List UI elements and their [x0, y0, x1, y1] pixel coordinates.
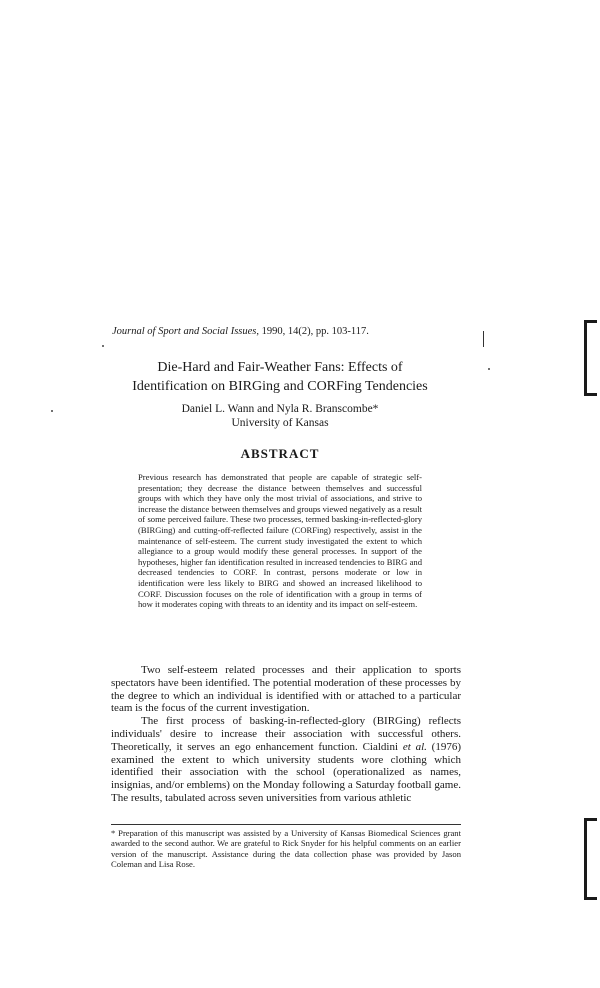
- body-paragraph-1: Two self-esteem related processes and their application to sports spectators have been identified. The potential moderation of these processes by the degree to which an individual is identified with or attached to a particular team is the focus of the current investigation.: [111, 664, 461, 715]
- footnote: * Preparation of this manuscript was assisted by a University of Kansas Biomedical Sciences grant awarded to the second author. We are grateful to Rick Snyder for his helpful comments on an earlier version of the manuscript. Assistance during the data collection phase was provided by Jason Coleman and Lisa Rose.: [111, 828, 461, 870]
- author-affiliation: University of Kansas: [231, 417, 329, 429]
- abstract-heading: ABSTRACT: [240, 446, 320, 461]
- et-al: et al.: [402, 740, 427, 753]
- title-line-1: Die-Hard and Fair-Weather Fans: Effects of: [157, 360, 403, 375]
- body-paragraph-2: [111, 715, 461, 805]
- journal-citation: [112, 326, 452, 337]
- scan-speck: [488, 368, 490, 370]
- title-line-2: Identification on BIRGing and CORFing Tendencies: [132, 379, 428, 394]
- citation-details: , 1990, 14(2), pp. 103-117.: [256, 326, 369, 337]
- paragraph-2-start: The first process of basking-in-reflected-glory (BIRGing) reflects individuals' desire to increase their association with successful others. Theoretically, it serves an ego enhancement function. Cialdini: [111, 715, 461, 753]
- footnote-divider: [111, 824, 461, 825]
- author-block: [100, 402, 460, 430]
- scan-speck: [51, 410, 53, 412]
- scan-bracket-top: [584, 320, 597, 396]
- paper-title: [100, 358, 460, 396]
- scan-tick-mark: [483, 331, 484, 347]
- body-text: [111, 664, 461, 805]
- abstract-text: Previous research has demonstrated that people are capable of strategic self-presentation; they decrease the distance between themselves and successful groups with which they have only the most trivial of associations, and strive to increase the distance between themselves and groups viewed negatively as a result of some perceived failure. These two processes, termed basking-in-reflected-glory (BIRGing) and cutting-off-reflected failure (CORFing) respectively, assist in the maintenance of self-esteem. The current study investigated the extent to which allegiance to a group would modify these general processes. In support of the hypotheses, higher fan identification resulted in increased tendencies to BIRG and decreased tendencies to CORF. In contrast, persons moderate or low in identification were less likely to BIRG and showed an increased likelihood to CORF. Discussion focuses on the role of identification with a group in terms of how it moderates coping with threats to an identity and its impact on self-esteem.: [138, 472, 422, 610]
- scan-speck: [102, 345, 104, 347]
- paragraph-2-end: (1976) examined the extent to which university students wore clothing which identified their association with the school (operationalized as names, insignias, and/or emblems) on the Monday following a Saturday football game. The results, tabulated across seven universities from various athletic: [111, 740, 462, 804]
- journal-name: Journal of Sport and Social Issues: [112, 326, 257, 337]
- author-names: Daniel L. Wann and Nyla R. Branscombe*: [181, 403, 379, 415]
- scan-bracket-bottom: [584, 818, 597, 900]
